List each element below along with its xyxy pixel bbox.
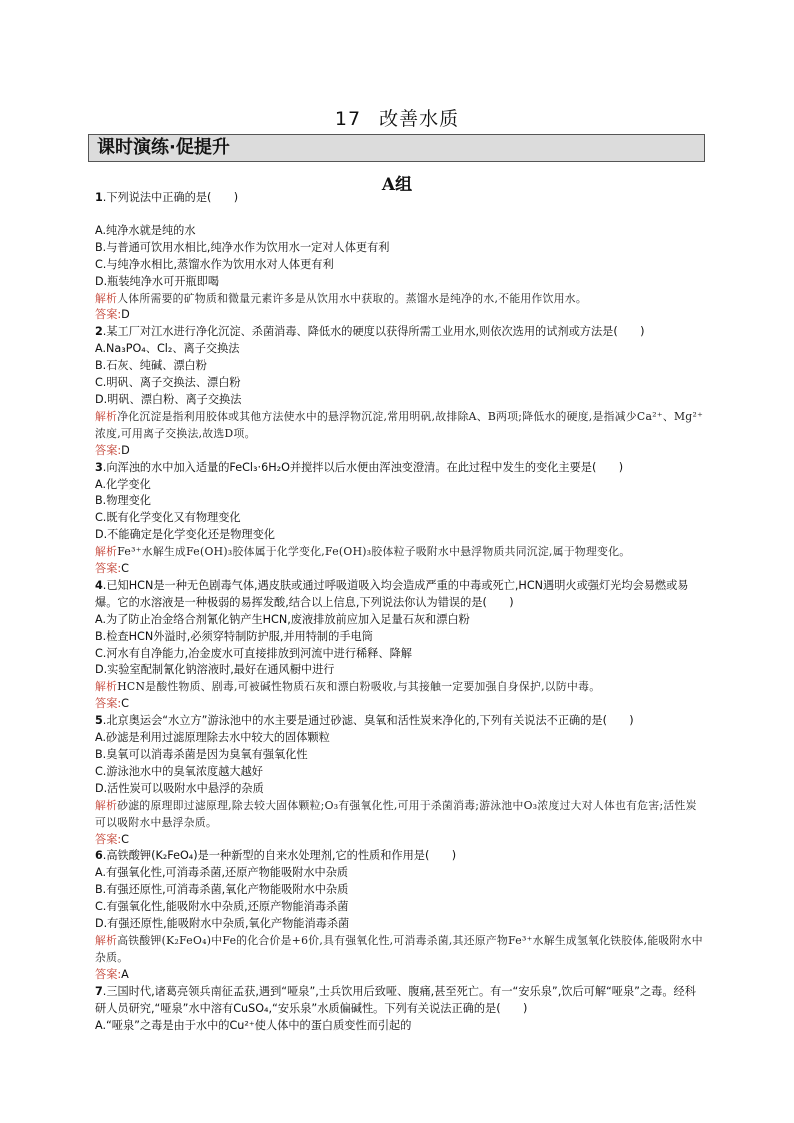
group-title: A组 (381, 175, 413, 195)
explanation: 解析人体所需要的矿物质和微量元素许多是从饮用水中获取的。蒸馏水是纯净的水,不能用作饮用水。 (95, 291, 587, 305)
explanation: 解析净化沉淀是指利用胶体或其他方法使水中的悬浮物沉淀,常用明矾,故排除A、B两项;降低水的硬度,是指减少Ca²⁺、Mg²⁺浓度,可用离子交换法,故选D项。 (95, 409, 704, 440)
option: B.检查HCN外溢时,必须穿特制防护服,并用特制的手电筒 (95, 629, 373, 643)
option: D.实验室配制氰化钠溶液时,最好在通风橱中进行 (95, 663, 335, 677)
option: B.石灰、纯碱、漂白粉 (95, 359, 207, 373)
question-block (95, 578, 705, 713)
answer: 答案:A (95, 967, 129, 981)
option: B.臭氧可以消毒杀菌是因为臭氧有强氧化性 (95, 748, 308, 761)
question-stem: 2.某工厂对江水进行净化沉淀、杀菌消毒、降低水的硬度以获得所需工业用水,则依次选用的试剂或方法是( ) (95, 325, 645, 339)
question-block (95, 848, 705, 983)
option: D.瓶装纯净水可开瓶即喝 (95, 274, 220, 288)
explanation: 解析高铁酸钾(K₂FeO₄)中Fe的化合价是+6价,具有强氧化性,可消毒杀菌,其还原产物Fe³⁺水解生成氢氧化铁胶体,能吸附水中杂质。 (95, 933, 703, 964)
option: A.为了防止冶金络合剂氰化钠产生HCN,废液排放前应加入足量石灰和漂白粉 (95, 612, 470, 626)
answer-space (95, 207, 705, 223)
option: A.Na₃PO₄、Cl₂、离子交换法 (95, 342, 240, 356)
option: A.砂滤是利用过滤原理除去水中较大的固体颗粒 (95, 731, 330, 745)
option: A.“哑泉”之毒是由于水中的Cu²⁺使人体中的蛋白质变性而引起的 (95, 1018, 412, 1032)
explanation: 解析HCN是酸性物质、剧毒,可被碱性物质石灰和漂白粉吸收,与其接触一定要加强自身保护,以防中毒。 (95, 680, 601, 694)
option: A.纯净水就是纯的水 (95, 223, 196, 237)
answer: 答案:D (95, 308, 130, 322)
option: D.活性炭可以吸附水中悬浮的杂质 (95, 781, 264, 795)
question-block (95, 324, 705, 459)
question-stem: 1.下列说法中正确的是( ) (95, 191, 239, 204)
option: C.河水有自净能力,冶金废水可直接排放到河流中进行稀释、降解 (95, 646, 412, 660)
option: B.有强还原性,可消毒杀菌,氧化产物能吸附水中杂质 (95, 883, 349, 897)
option: C.既有化学变化又有物理变化 (95, 511, 241, 525)
question-block (95, 713, 705, 848)
option: D.不能确定是化学变化还是物理变化 (95, 528, 275, 542)
option: D.有强还原性,能吸附水中杂质,氧化产物能消毒杀菌 (95, 917, 350, 931)
lesson-number: 17 (334, 108, 362, 130)
question-stem: 7.三国时代,诸葛亮领兵南征孟获,遇到“哑泉”,士兵饮用后致哑、腹痛,甚至死亡。有一“安乐泉”,饮后可解“哑泉”之毒。经科研人员研究,“哑泉”水中溶有CuSO₄,“安乐泉”水质偏碱性。下列有关说法正确的是( ) (95, 984, 696, 1015)
answer: 答案:D (95, 443, 130, 457)
answer: 答案:C (95, 832, 129, 846)
explanation: 解析砂滤的原理即过滤原理,除去较大固体颗粒;O₃有强氧化性,可用于杀菌消毒;游泳池中O₃浓度过大对人体也有危害;活性炭可以吸附水中悬浮杂质。 (95, 798, 697, 829)
option: C.明矾、离子交换法、漂白粉 (95, 376, 241, 390)
option: C.有强氧化性,能吸附水中杂质,还原产物能消毒杀菌 (95, 900, 349, 914)
answer: 答案:C (95, 562, 129, 576)
lesson-title: 改善水质 (379, 108, 460, 130)
question-block (95, 190, 705, 324)
option: D.明矾、漂白粉、离子交换法 (95, 392, 242, 406)
question-block (95, 984, 705, 1035)
option: A.有强氧化性,可消毒杀菌,还原产物能吸附水中杂质 (95, 866, 349, 880)
option: B.物理变化 (95, 494, 151, 508)
question-block (95, 460, 705, 578)
question-stem: 6.高铁酸钾(K₂FeO₄)是一种新型的自来水处理剂,它的性质和作用是( ) (95, 849, 457, 863)
question-stem: 5.北京奥运会“水立方”游泳池中的水主要是通过砂滤、臭氧和活性炭来净化的,下列有关说法不正确的是( ) (95, 714, 634, 728)
page-title (0, 104, 794, 131)
answer: 答案:C (95, 697, 129, 711)
question-stem: 3.向浑浊的水中加入适量的FeCl₃·6H₂O并搅拌以后水便由浑浊变澄清。在此过程中发生的变化主要是( ) (95, 460, 624, 474)
section-banner: 课时演练·促提升 (88, 134, 705, 162)
question-list (95, 190, 705, 1034)
option: A.化学变化 (95, 477, 151, 491)
option: C.游泳池水中的臭氧浓度越大越好 (95, 764, 263, 778)
option: C.与纯净水相比,蒸馏水作为饮用水对人体更有利 (95, 257, 334, 271)
option: B.与普通可饮用水相比,纯净水作为饮用水一定对人体更有利 (95, 240, 390, 254)
explanation: 解析Fe³⁺水解生成Fe(OH)₃胶体属于化学变化,Fe(OH)₃胶体粒子吸附水中悬浮物质共同沉淀,属于物理变化。 (95, 545, 631, 559)
question-stem: 4.已知HCN是一种无色剧毒气体,遇皮肤或通过呼吸道吸入均会造成严重的中毒或死亡,HCN遇明火或强灯光均会易燃或易爆。它的水溶液是一种极弱的易挥发酸,结合以上信息,下列说法你认为错误的是( ) (95, 578, 689, 609)
